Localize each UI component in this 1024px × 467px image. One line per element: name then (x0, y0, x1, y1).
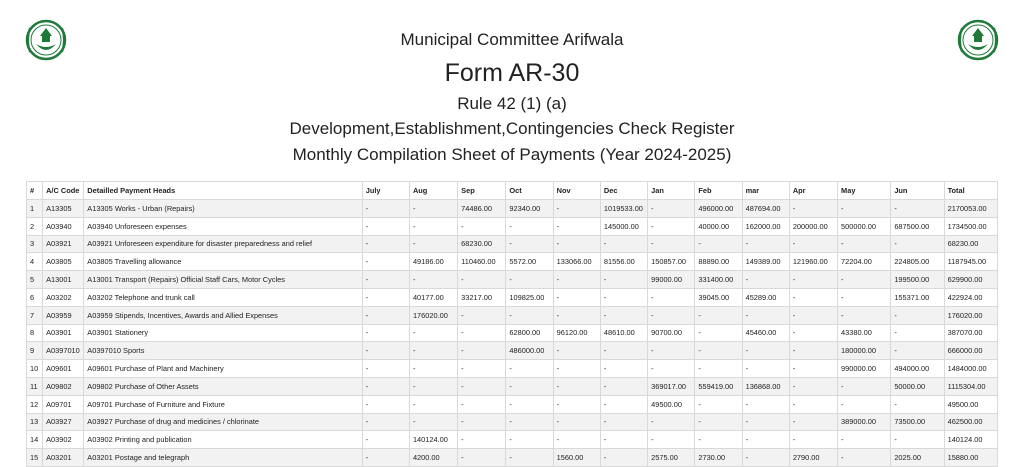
table-cell: 72204.00 (838, 253, 891, 271)
table-cell: 39045.00 (695, 288, 742, 306)
table-cell: A03805 Travelling allowance (84, 253, 362, 271)
table-row (27, 342, 998, 360)
table-cell: 3 (27, 235, 43, 253)
table-cell: - (789, 413, 837, 431)
table-cell: A09802 (43, 377, 84, 395)
table-row (27, 253, 998, 271)
table-cell: 1187945.00 (944, 253, 997, 271)
table-cell: - (600, 377, 647, 395)
column-header: Feb (695, 182, 742, 200)
table-cell: A0397010 Sports (84, 342, 362, 360)
table-cell: - (838, 449, 891, 467)
table-cell: 2575.00 (648, 449, 695, 467)
table-cell: 33217.00 (458, 288, 506, 306)
table-cell: 500000.00 (838, 217, 891, 235)
table-cell: - (891, 200, 944, 218)
table-cell: - (742, 449, 789, 467)
table-cell: - (742, 306, 789, 324)
table-cell: - (458, 342, 506, 360)
table-cell: - (553, 217, 600, 235)
table-cell: - (838, 306, 891, 324)
table-cell: - (838, 395, 891, 413)
table-cell: 15880.00 (944, 449, 997, 467)
table-cell: - (458, 271, 506, 289)
table-cell: 140124.00 (944, 431, 997, 449)
table-cell: A03940 (43, 217, 84, 235)
table-cell: - (648, 431, 695, 449)
table-cell: - (458, 360, 506, 378)
table-cell: 49186.00 (409, 253, 457, 271)
table-cell: 2790.00 (789, 449, 837, 467)
table-cell: A13305 Works - Urban (Repairs) (84, 200, 362, 218)
table-cell: 45289.00 (742, 288, 789, 306)
table-cell: 387070.00 (944, 324, 997, 342)
table-cell: 1 (27, 200, 43, 218)
table-cell: - (409, 217, 457, 235)
table-cell: - (695, 235, 742, 253)
table-cell: - (789, 395, 837, 413)
table-row (27, 235, 998, 253)
table-cell: - (742, 413, 789, 431)
table-cell: 1484000.00 (944, 360, 997, 378)
table-cell: - (648, 288, 695, 306)
table-cell: - (742, 235, 789, 253)
table-cell: - (789, 271, 837, 289)
table-cell: A03805 (43, 253, 84, 271)
table-cell: - (553, 342, 600, 360)
table-cell: 14 (27, 431, 43, 449)
table-cell: - (648, 413, 695, 431)
sheet-subtitle: Monthly Compilation Sheet of Payments (Year 2024-2025) (292, 145, 732, 164)
table-cell: - (362, 377, 409, 395)
table-cell: 155371.00 (891, 288, 944, 306)
table-cell: 176020.00 (409, 306, 457, 324)
table-cell: - (553, 306, 600, 324)
table-cell: A03901 Stationery (84, 324, 362, 342)
table-cell: A03202 (43, 288, 84, 306)
table-cell: 494000.00 (891, 360, 944, 378)
table-cell: A13001 (43, 271, 84, 289)
table-cell: 133066.00 (553, 253, 600, 271)
table-cell: 81556.00 (600, 253, 647, 271)
table-cell: 487694.00 (742, 200, 789, 218)
table-cell: - (362, 217, 409, 235)
table-cell: - (648, 306, 695, 324)
table-cell: - (458, 413, 506, 431)
table-cell: - (553, 200, 600, 218)
table-cell: - (600, 342, 647, 360)
table-cell: - (838, 288, 891, 306)
table-cell: - (409, 271, 457, 289)
table-cell: 486000.00 (506, 342, 553, 360)
table-cell: - (648, 200, 695, 218)
table-cell: A09802 Purchase of Other Assets (84, 377, 362, 395)
table-cell: 49500.00 (648, 395, 695, 413)
table-cell: - (648, 360, 695, 378)
table-cell: - (458, 324, 506, 342)
table-cell: - (838, 200, 891, 218)
table-cell: 496000.00 (695, 200, 742, 218)
table-cell: - (742, 271, 789, 289)
table-cell: - (742, 395, 789, 413)
table-cell: 88890.00 (695, 253, 742, 271)
table-cell: - (789, 431, 837, 449)
form-title: Form AR-30 (444, 59, 580, 87)
table-cell: - (553, 288, 600, 306)
table-cell: - (506, 217, 553, 235)
table-cell: A03959 (43, 306, 84, 324)
table-cell: - (409, 377, 457, 395)
table-cell: - (553, 413, 600, 431)
table-row (27, 377, 998, 395)
table-cell: - (891, 395, 944, 413)
table-cell: - (891, 306, 944, 324)
table-cell: - (362, 431, 409, 449)
table-cell: - (506, 449, 553, 467)
table-cell: 331400.00 (695, 271, 742, 289)
payments-table-container (26, 181, 998, 467)
column-header: mar (742, 182, 789, 200)
column-header: Sep (458, 182, 506, 200)
table-body (27, 200, 998, 467)
column-header: # (27, 182, 43, 200)
table-cell: A03921 Unforeseen expenditure for disaster preparedness and relief (84, 235, 362, 253)
table-cell: - (600, 449, 647, 467)
table-cell: - (362, 288, 409, 306)
table-cell: - (838, 377, 891, 395)
table-cell: - (362, 253, 409, 271)
table-cell: 990000.00 (838, 360, 891, 378)
table-cell: 15 (27, 449, 43, 467)
table-cell: A03201 (43, 449, 84, 467)
table-cell: 48610.00 (600, 324, 647, 342)
table-cell: - (695, 324, 742, 342)
table-cell: - (553, 235, 600, 253)
table-cell: - (506, 395, 553, 413)
table-cell: 1560.00 (553, 449, 600, 467)
table-cell: 96120.00 (553, 324, 600, 342)
table-cell: 68230.00 (458, 235, 506, 253)
table-cell: - (742, 360, 789, 378)
table-cell: - (742, 342, 789, 360)
table-cell: 149389.00 (742, 253, 789, 271)
table-row (27, 288, 998, 306)
table-cell: - (362, 360, 409, 378)
table-cell: - (506, 413, 553, 431)
table-cell: - (553, 360, 600, 378)
table-cell: - (600, 271, 647, 289)
table-cell: - (506, 235, 553, 253)
table-cell: 9 (27, 342, 43, 360)
table-cell: - (695, 395, 742, 413)
table-cell: 224805.00 (891, 253, 944, 271)
table-cell: - (600, 395, 647, 413)
table-cell: A03901 (43, 324, 84, 342)
table-cell: - (409, 413, 457, 431)
column-header: Oct (506, 182, 553, 200)
table-row (27, 360, 998, 378)
table-cell: 12 (27, 395, 43, 413)
table-cell: A09601 (43, 360, 84, 378)
table-cell: - (458, 217, 506, 235)
table-cell: - (742, 431, 789, 449)
table-cell: - (458, 306, 506, 324)
table-cell: - (409, 324, 457, 342)
table-cell: - (362, 395, 409, 413)
table-cell: 8 (27, 324, 43, 342)
table-cell: - (600, 360, 647, 378)
table-cell: - (362, 449, 409, 467)
table-cell: - (695, 360, 742, 378)
table-cell: 40177.00 (409, 288, 457, 306)
table-cell: - (409, 360, 457, 378)
table-cell: A03202 Telephone and trunk call (84, 288, 362, 306)
table-cell: - (409, 200, 457, 218)
table-cell: - (600, 306, 647, 324)
table-cell: 369017.00 (648, 377, 695, 395)
table-row (27, 431, 998, 449)
table-cell: 629900.00 (944, 271, 997, 289)
table-cell: - (789, 324, 837, 342)
column-header: Nov (553, 182, 600, 200)
table-cell: - (553, 431, 600, 449)
table-cell: 145000.00 (600, 217, 647, 235)
table-cell: 199500.00 (891, 271, 944, 289)
table-cell: A03959 Stipends, Incentives, Awards and Allied Expenses (84, 306, 362, 324)
table-cell: 45460.00 (742, 324, 789, 342)
table-cell: - (506, 360, 553, 378)
table-cell: 62800.00 (506, 324, 553, 342)
table-cell: A03927 Purchase of drug and medicines / chlorinate (84, 413, 362, 431)
table-cell: 176020.00 (944, 306, 997, 324)
table-cell: 462500.00 (944, 413, 997, 431)
table-cell: - (789, 360, 837, 378)
table-cell: 121960.00 (789, 253, 837, 271)
table-cell: - (891, 324, 944, 342)
table-cell: 73500.00 (891, 413, 944, 431)
table-cell: 2 (27, 217, 43, 235)
table-cell: 2170053.00 (944, 200, 997, 218)
table-cell: - (458, 377, 506, 395)
table-cell: A03940 Unforeseen expenses (84, 217, 362, 235)
table-cell: 5 (27, 271, 43, 289)
column-header: Dec (600, 182, 647, 200)
table-cell: 99000.00 (648, 271, 695, 289)
table-cell: - (789, 288, 837, 306)
table-cell: 90700.00 (648, 324, 695, 342)
table-cell: 110460.00 (458, 253, 506, 271)
column-header: Apr (789, 182, 837, 200)
table-cell: - (553, 271, 600, 289)
table-cell: 666000.00 (944, 342, 997, 360)
table-cell: 200000.00 (789, 217, 837, 235)
table-cell: A09701 Purchase of Furniture and Fixture (84, 395, 362, 413)
table-cell: - (506, 377, 553, 395)
table-cell: - (362, 200, 409, 218)
table-cell: - (648, 342, 695, 360)
table-cell: - (362, 413, 409, 431)
table-cell: 40000.00 (695, 217, 742, 235)
table-cell: - (695, 413, 742, 431)
table-row (27, 306, 998, 324)
register-title: Development,Establishment,Contingencies Check Register (289, 119, 735, 138)
table-cell: - (553, 395, 600, 413)
column-header: Aug (409, 182, 457, 200)
table-cell: 180000.00 (838, 342, 891, 360)
table-cell: - (362, 306, 409, 324)
table-cell: - (838, 431, 891, 449)
table-cell: A03902 (43, 431, 84, 449)
table-cell: - (600, 413, 647, 431)
table-cell: - (648, 235, 695, 253)
table-cell: - (458, 395, 506, 413)
table-cell: 687500.00 (891, 217, 944, 235)
table-cell: 74486.00 (458, 200, 506, 218)
column-header: A/C Code (43, 182, 84, 200)
table-cell: A13305 (43, 200, 84, 218)
table-cell: - (553, 377, 600, 395)
column-header: Jan (648, 182, 695, 200)
table-cell: 1734500.00 (944, 217, 997, 235)
table-cell: - (600, 431, 647, 449)
table-cell: A13001 Transport (Repairs) Official Staff Cars, Motor Cycles (84, 271, 362, 289)
table-cell: A0397010 (43, 342, 84, 360)
table-cell: 5572.00 (506, 253, 553, 271)
table-cell: - (458, 449, 506, 467)
table-cell: - (362, 324, 409, 342)
table-cell: 136868.00 (742, 377, 789, 395)
table-cell: 2730.00 (695, 449, 742, 467)
table-cell: - (409, 235, 457, 253)
table-cell: - (789, 235, 837, 253)
table-cell: - (695, 342, 742, 360)
table-cell: - (891, 235, 944, 253)
column-header: Detailled Payment Heads (84, 182, 362, 200)
table-cell: - (506, 271, 553, 289)
table-cell: 50000.00 (891, 377, 944, 395)
table-cell: - (789, 342, 837, 360)
table-cell: 6 (27, 288, 43, 306)
table-cell: - (458, 431, 506, 449)
table-cell: 109825.00 (506, 288, 553, 306)
table-cell: - (648, 217, 695, 235)
table-cell: 10 (27, 360, 43, 378)
table-cell: A03902 Printing and publication (84, 431, 362, 449)
table-cell: A03921 (43, 235, 84, 253)
table-row (27, 271, 998, 289)
table-cell: - (789, 200, 837, 218)
table-cell: 162000.00 (742, 217, 789, 235)
table-row (27, 324, 998, 342)
table-row (27, 395, 998, 413)
table-cell: - (362, 342, 409, 360)
table-row (27, 217, 998, 235)
table-cell: - (506, 306, 553, 324)
column-header: May (838, 182, 891, 200)
table-cell: - (600, 235, 647, 253)
table-cell: 4 (27, 253, 43, 271)
table-cell: 2025.00 (891, 449, 944, 467)
table-row (27, 200, 998, 218)
table-cell: - (600, 288, 647, 306)
table-cell: 43380.00 (838, 324, 891, 342)
table-cell: - (838, 271, 891, 289)
table-cell: 13 (27, 413, 43, 431)
payments-table (26, 181, 998, 467)
table-cell: - (789, 306, 837, 324)
column-header: Jun (891, 182, 944, 200)
table-cell: - (362, 271, 409, 289)
table-cell: 1019533.00 (600, 200, 647, 218)
table-cell: - (506, 431, 553, 449)
table-cell: - (409, 395, 457, 413)
table-cell: A03927 (43, 413, 84, 431)
table-cell: - (891, 342, 944, 360)
table-cell: 11 (27, 377, 43, 395)
table-cell: 140124.00 (409, 431, 457, 449)
table-cell: - (891, 431, 944, 449)
table-cell: - (838, 235, 891, 253)
table-cell: 92340.00 (506, 200, 553, 218)
table-cell: 389000.00 (838, 413, 891, 431)
table-cell: 4200.00 (409, 449, 457, 467)
rule-reference: Rule 42 (1) (a) (457, 94, 567, 113)
table-cell: A09701 (43, 395, 84, 413)
table-cell: 7 (27, 306, 43, 324)
table-cell: 422924.00 (944, 288, 997, 306)
table-cell: A09601 Purchase of Plant and Machinery (84, 360, 362, 378)
table-cell: 559419.00 (695, 377, 742, 395)
table-cell: 68230.00 (944, 235, 997, 253)
table-cell: - (695, 431, 742, 449)
column-header: Total (944, 182, 997, 200)
table-row (27, 413, 998, 431)
table-cell: A03201 Postage and telegraph (84, 449, 362, 467)
table-cell: - (789, 377, 837, 395)
column-header: July (362, 182, 409, 200)
table-cell: - (695, 306, 742, 324)
table-cell: 49500.00 (944, 395, 997, 413)
table-header-row (27, 182, 998, 200)
table-cell: - (362, 235, 409, 253)
table-cell: - (409, 342, 457, 360)
table-cell: 150857.00 (648, 253, 695, 271)
organization-name: Municipal Committee Arifwala (400, 30, 624, 49)
table-cell: 1115304.00 (944, 377, 997, 395)
